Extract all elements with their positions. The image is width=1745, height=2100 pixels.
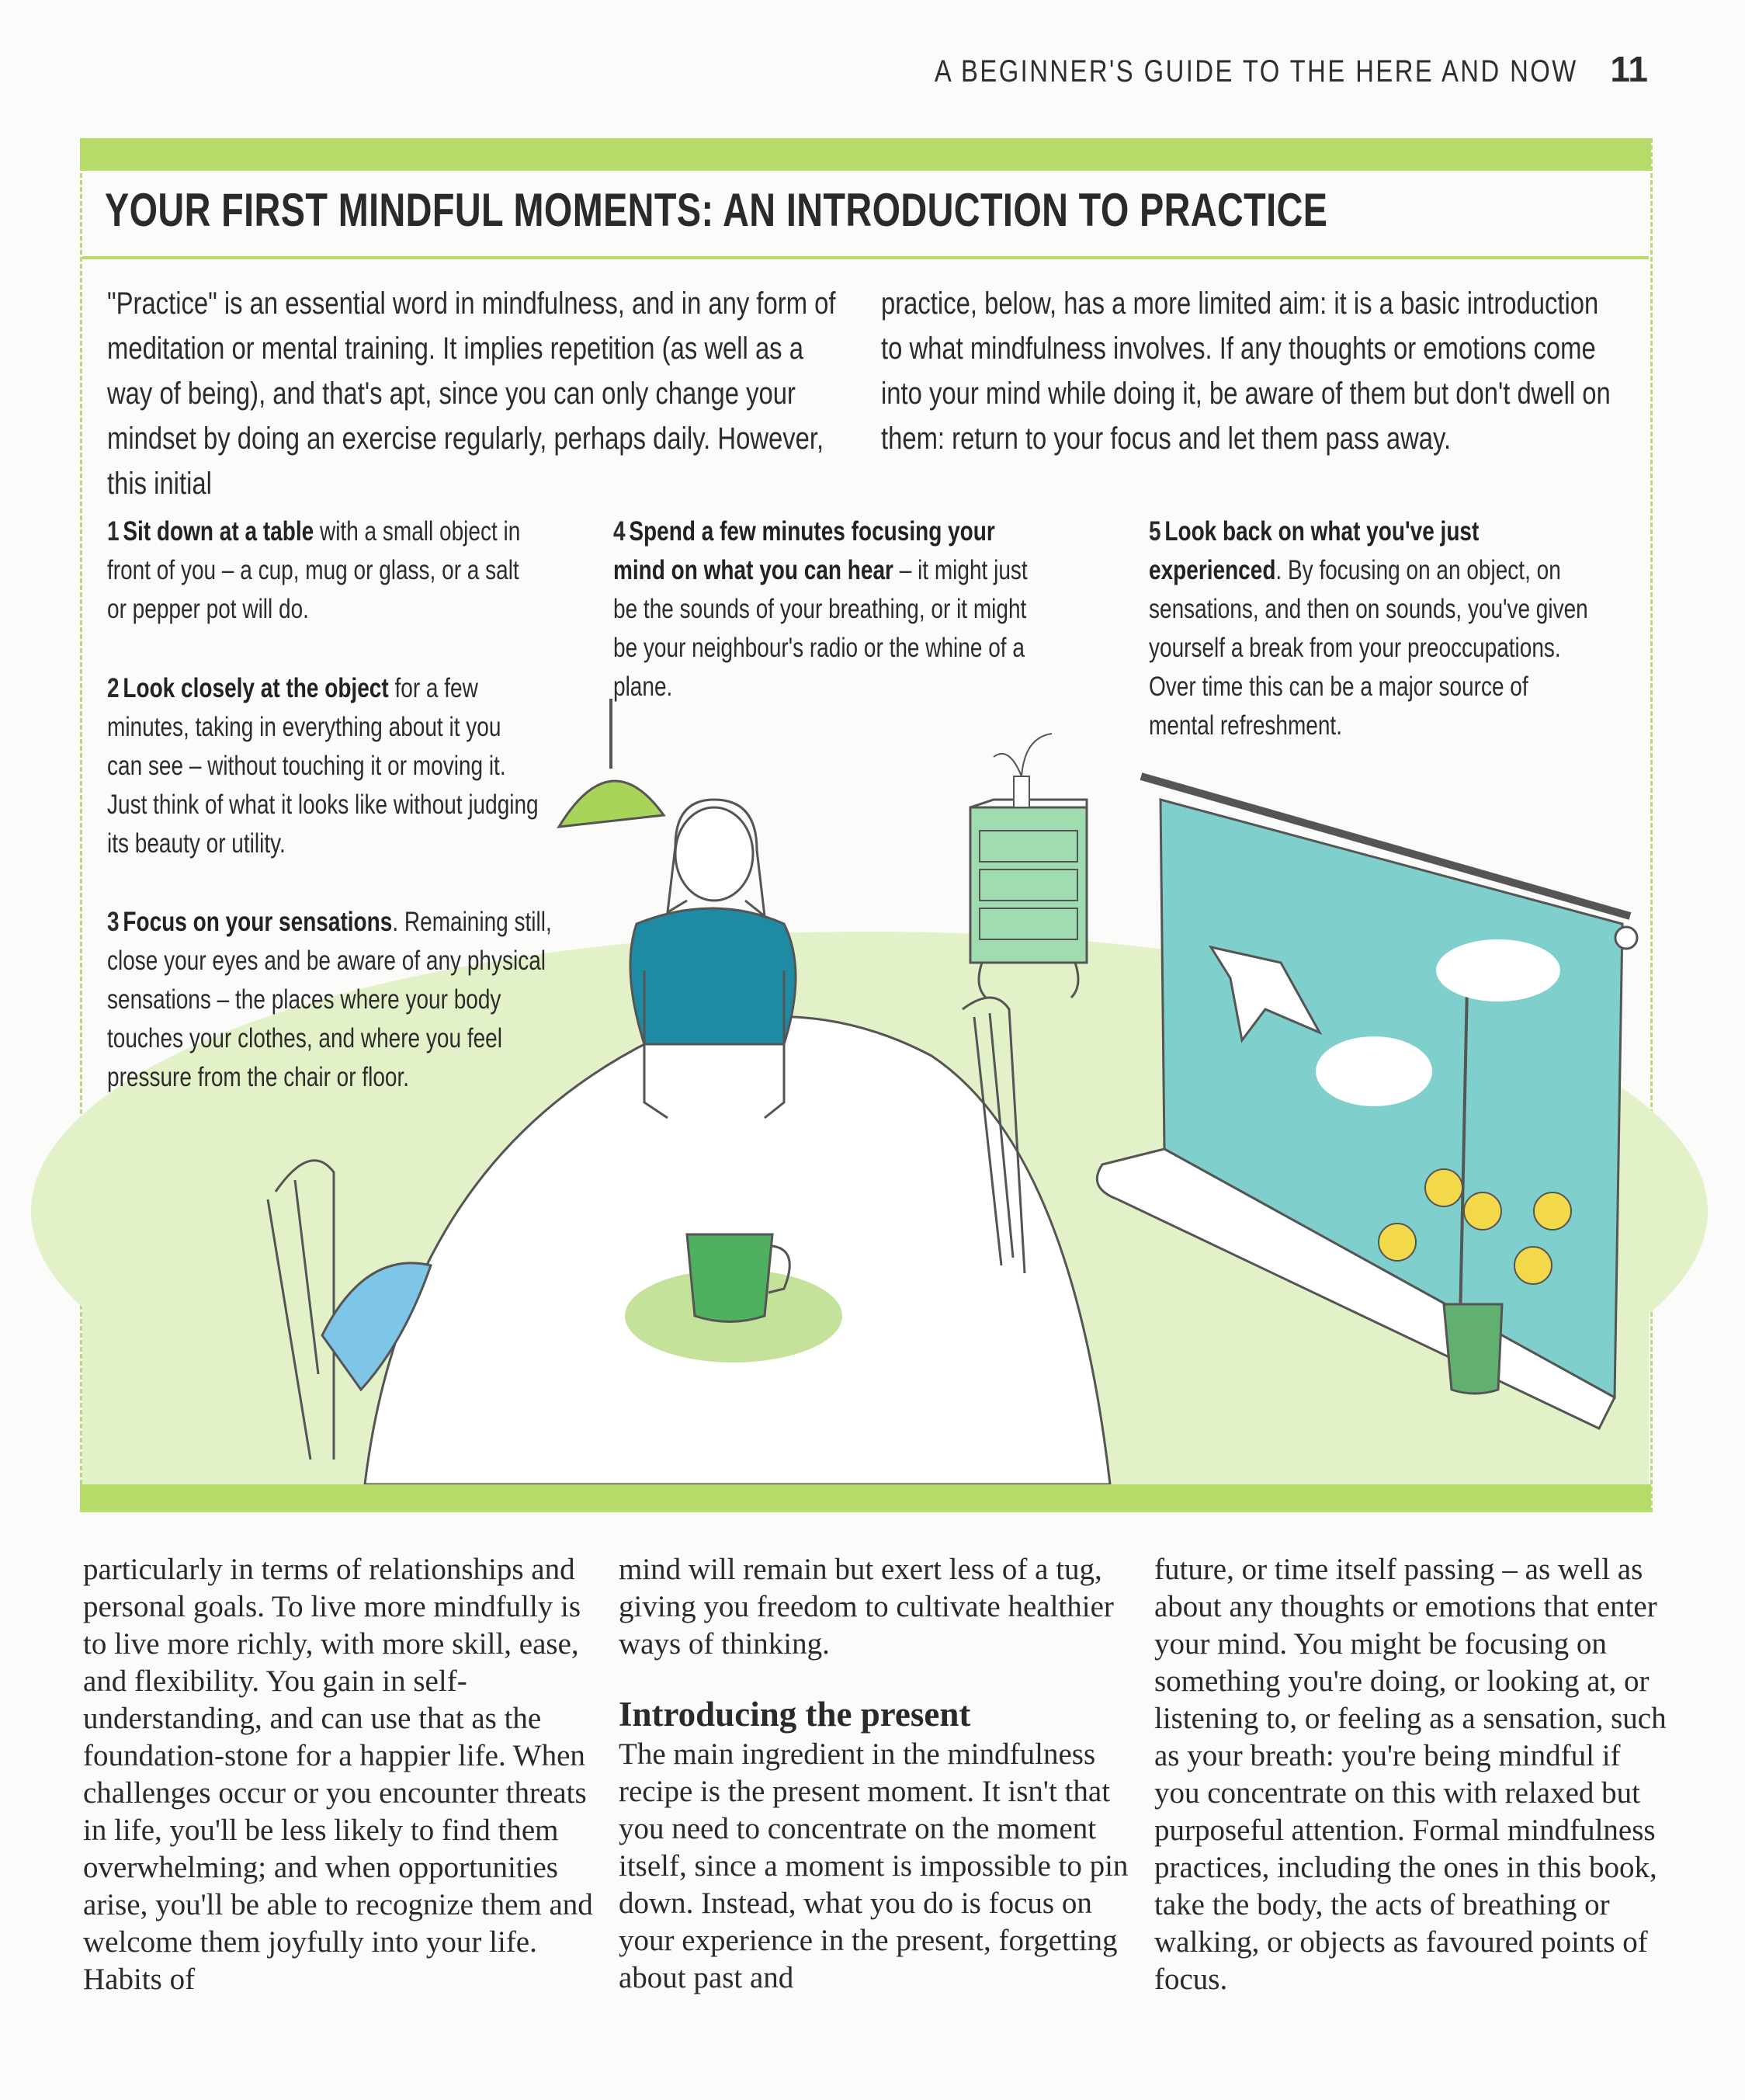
pendant-lamp [559,699,664,827]
body-column-2-top: mind will remain but exert less of a tug, giving you freedom to cultivate healthier ways of thinking. [619,1553,1114,1661]
chest-of-drawers [970,734,1087,998]
step-heading: Look back on what you've just experienced [1149,516,1480,585]
step-5 [1149,512,1590,745]
subheading: Introducing the present [619,1695,971,1734]
step-1 [107,512,542,629]
step-4 [613,512,1048,706]
step-number: 4 [613,516,626,547]
page-number: 11 [1610,49,1648,89]
step-3 [107,903,554,1097]
step-number: 3 [107,907,120,937]
step-text: . By focusing on an object, on sensations, and then on sounds, you've given yourself a break from your preoccupations. Over time this can be a major source of mental refreshment. [1149,555,1588,741]
step-2 [107,669,542,863]
title-rule [82,256,1649,259]
feature-title: YOUR FIRST MINDFUL MOMENTS: AN INTRODUCTION TO PRACTICE [105,184,1328,236]
step-number: 1 [107,516,120,547]
step-text: for a few minutes, taking in everything about it you can see – without touching it or moving it. Just think of what it looks like without judging its beauty or utility. [107,673,539,859]
step-text: with a small object in front of you – a cup, mug or glass, or a salt or pepper pot will do. [107,516,521,624]
body-column-1: particularly in terms of relationships and personal goals. To live more mindfully is to live more richly, with more skill, ease, and flexibility. You gain in self-understanding, and can use that as the foundation-stone for a happier life. When challenges occur or you encounter threats in life, you'll be less likely to find them overwhelming; and when opportunities arise, you'll be able to recognize them and welcome them joyfully into your life. Habits of [83,1553,593,1996]
step-heading: Look closely at the object [123,673,389,703]
feature-top-bar [80,138,1651,171]
step-heading: Focus on your sensations [123,907,393,937]
step-text: . Remaining still, close your eyes and be aware of any physical sensations – the places where your body touches your clothes, and where you feel pressure from the chair or floor. [107,907,552,1092]
step-number: 2 [107,673,120,703]
step-text: – it might just be the sounds of your breathing, or it might be your neighbour's radio or the whine of a plane. [613,555,1028,702]
intro-paragraph-right: practice, below, has a more limited aim: it is a basic introduction to what mindfulness involves. If any thoughts or emotions come into your mind while doing it, be aware of them but don't dwell on them: return to your focus and let them pass away. [881,286,1611,456]
intro-paragraph-left: "Practice" is an essential word in mindfulness, and in any form of meditation or mental training. It implies repetition (as well as a way of being), and that's apt, since you can only change your mindset by doing an exercise regularly, perhaps daily. However, this initial [107,286,836,501]
feature-bottom-bar [80,1484,1651,1512]
step-number: 5 [1149,516,1161,547]
running-head [793,48,1648,90]
step-heading: Sit down at a table [123,516,314,547]
body-column-2 [619,1551,1131,1997]
running-title: A BEGINNER'S GUIDE TO THE HERE AND NOW [934,54,1578,89]
body-column-3: future, or time itself passing – as well as about any thoughts or emotions that enter your mind. You might be focusing on something you're doing, or looking at, or listening to, or feeling as a sensation, such as your breath: you're being mindful if you concentrate on this with relaxed but purposeful attention. Formal mindfulness practices, including the ones in this book, take the body, the acts of breathing or walking, or objects as favoured points of focus. [1154,1553,1667,1996]
step-heading: Spend a few minutes focusing your mind on what you can hear [613,516,995,585]
body-column-2-bottom: The main ingredient in the mindfulness recipe is the present moment. It isn't that you need to concentrate on the moment itself, since a moment is impossible to pin down. Instead, what you do is focus on your experience in the present, forgetting about past and [619,1737,1129,1994]
